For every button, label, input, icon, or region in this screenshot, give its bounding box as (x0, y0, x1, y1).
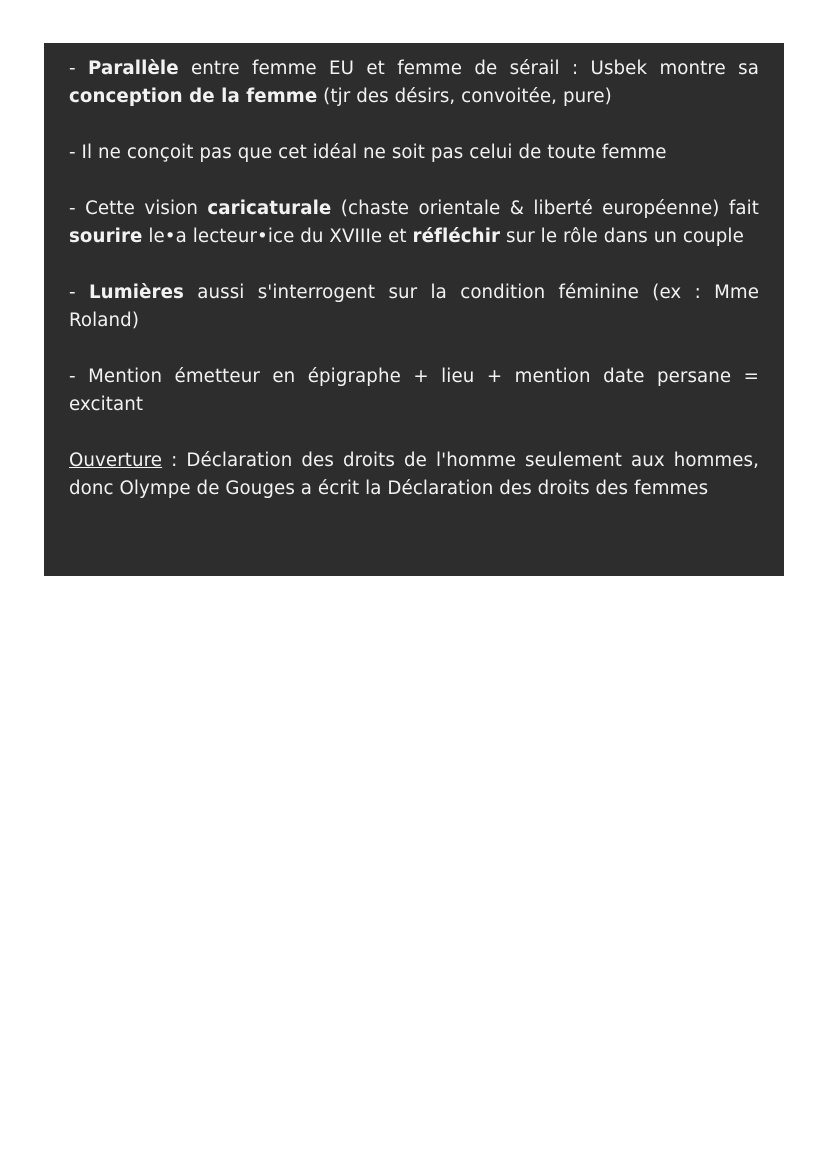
p3-suffix: sur le rôle dans un couple (500, 226, 744, 247)
p3-bold-reflechir: réfléchir (412, 226, 501, 247)
note-paragraph-vision (69, 195, 759, 251)
p3-prefix: - Cette vision (69, 198, 208, 219)
note-paragraph-mention (69, 363, 759, 419)
p4-suffix: aussi s'interrogent sur la condition féminine (ex : Mme Roland) (69, 282, 760, 331)
p6-label-ouverture: Ouverture (69, 450, 163, 471)
p3-text-2: le•a lecteur•ice du XVIIIe et (142, 226, 413, 247)
p2-text: - Il ne conçoit pas que cet idéal ne soit pas celui de toute femme (69, 142, 667, 163)
p1-text: entre femme EU et femme de sérail : Usbek montre sa (178, 58, 759, 79)
p4-prefix: - (69, 282, 89, 303)
p4-bold-lumieres: Lumières (88, 282, 184, 303)
p3-bold-sourire: sourire (69, 226, 143, 247)
note-paragraph-parallele (69, 55, 759, 111)
p1-bold-parallele: Parallèle (88, 58, 179, 79)
p1-suffix: (tjr des désirs, convoitée, pure) (317, 86, 612, 107)
p3-bold-caricaturale: caricaturale (207, 198, 332, 219)
p5-text: - Mention émetteur en épigraphe + lieu + mention date persane = excitant (69, 366, 759, 415)
p3-text-1: (chaste orientale & liberté européenne) fait (331, 198, 760, 219)
note-paragraph-ouverture (69, 447, 759, 503)
p1-bold-conception: conception de la femme (69, 86, 318, 107)
p6-text: : Déclaration des droits de l'homme seulement aux hommes, donc Olympe de Gouges a écrit la Déclaration des droits des femmes (69, 450, 759, 499)
note-paragraph-lumieres (69, 279, 759, 335)
p1-prefix: - (69, 58, 89, 79)
notes-card (44, 43, 784, 576)
note-paragraph-ideal (69, 139, 759, 167)
